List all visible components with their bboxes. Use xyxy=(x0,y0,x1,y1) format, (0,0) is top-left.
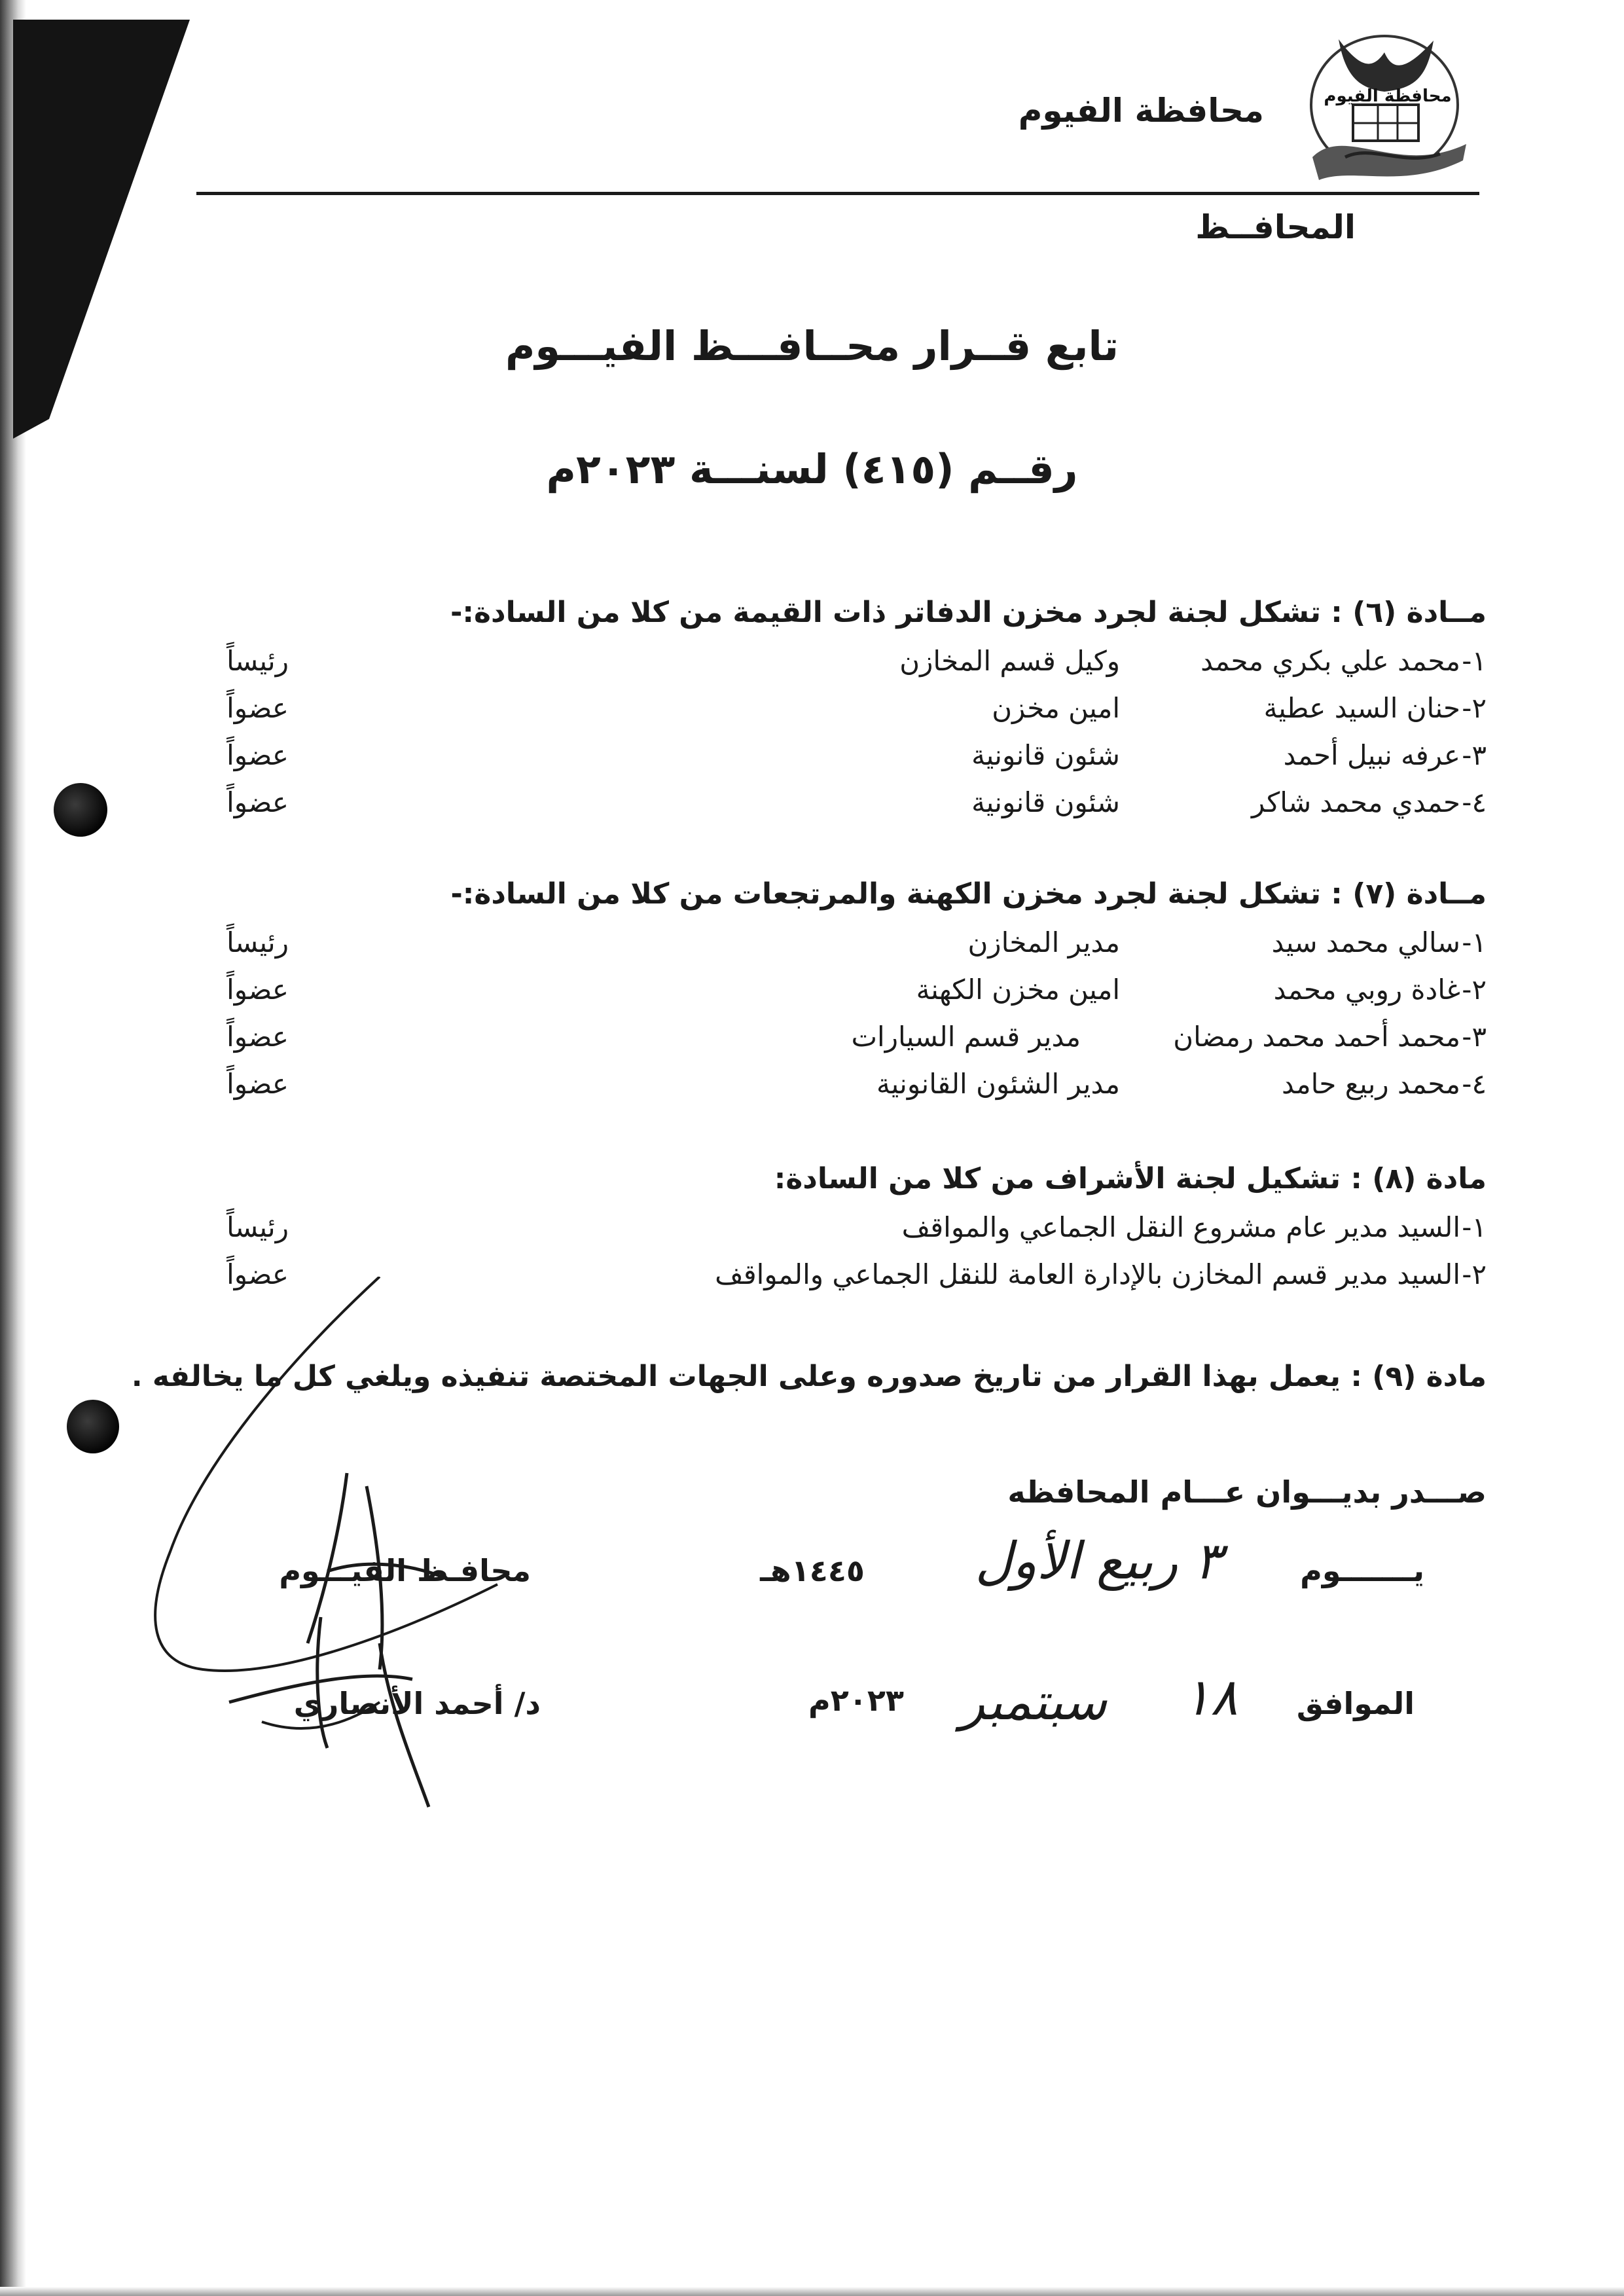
punch-hole-lower xyxy=(67,1400,119,1453)
article-9-text: مادة (٩) : يعمل بهذا القرار من تاريخ صدوره وعلى الجهات المختصة تنفيذه ويلغي كل ما يخالفه . xyxy=(131,1360,1487,1393)
punch-hole-upper xyxy=(54,783,107,837)
handwritten-signature xyxy=(131,1277,602,1820)
office-title: المحافــظ xyxy=(1195,208,1356,246)
decree-number: رقــم (٤١٥) لسنـــة ٢٠٢٣م xyxy=(546,445,1078,493)
article-7-heading: مــادة (٧) : تشكل لجنة لجرد مخزن الكهنة والمرتجعات من كلا من السادة:- xyxy=(450,877,1487,911)
gregorian-day-handwritten: ١٨ xyxy=(1183,1668,1238,1727)
emblem-seal-lettering: محافظة الفيوم xyxy=(1324,86,1452,106)
day-label: يـــــــوم xyxy=(1300,1553,1424,1588)
member-row: ٤- محمد ربيع حامد مدير الشئون القانونية عضواً xyxy=(226,1068,1487,1100)
folded-corner-shadow xyxy=(13,20,196,439)
member-row: ٣- عرفه نبيل أحمد شئون قانونية عضواً xyxy=(226,739,1487,771)
hijri-date-handwritten: ٣ ربيع الأول xyxy=(975,1532,1221,1591)
gregorian-month-handwritten: سبتمبر xyxy=(960,1673,1107,1732)
member-row: ٣- محمد أحمد محمد رمضان مدير قسم السيارات عضواً xyxy=(226,1021,1487,1053)
governorate-emblem-icon xyxy=(1299,26,1476,190)
issued-at: صـــدر بديـــوان عـــام المحافظه xyxy=(1007,1474,1487,1510)
scan-bottom-edge xyxy=(0,2287,1624,2296)
member-row: ٢- السيد مدير قسم المخازن بالإدارة العامة للنقل الجماعي والمواقف عضواً xyxy=(226,1258,1487,1290)
member-row: ٢- حنان السيد عطية امين مخزن عضواً xyxy=(226,692,1487,724)
header-rule xyxy=(196,192,1479,195)
article-8-heading: مادة (٨) : تشكيل لجنة الأشراف من كلا من السادة: xyxy=(774,1162,1487,1195)
signatory-name: د/ أحمد الأنصاري xyxy=(293,1686,541,1721)
article-6-heading: مــادة (٦) : تشكل لجنة لجرد مخزن الدفاتر ذات القيمة من كلا من السادة:- xyxy=(450,596,1487,629)
decree-title: تابع قــرار محــافـــظ الفيـــوم xyxy=(505,322,1119,370)
member-row: ١- محمد علي بكري محمد وكيل قسم المخازن رئيساً xyxy=(226,645,1487,677)
gregorian-year: ٢٠٢٣م xyxy=(808,1683,904,1718)
hijri-year: ١٤٤٥هـ xyxy=(760,1553,865,1588)
signatory-title: محافـظ الفيـــوم xyxy=(279,1553,531,1588)
member-row: ٤- حمدي محمد شاكر شئون قانونية عضواً xyxy=(226,786,1487,818)
gregorian-label: الموافق xyxy=(1296,1686,1415,1721)
member-row: ١- السيد مدير عام مشروع النقل الجماعي والمواقف رئيساً xyxy=(226,1211,1487,1243)
governorate-name: محافظة الفيوم xyxy=(1018,92,1264,130)
member-row: ٢- غادة روبي محمد امين مخزن الكهنة عضواً xyxy=(226,974,1487,1006)
member-row: ١- سالي محمد سيد مدير المخازن رئيساً xyxy=(226,926,1487,958)
